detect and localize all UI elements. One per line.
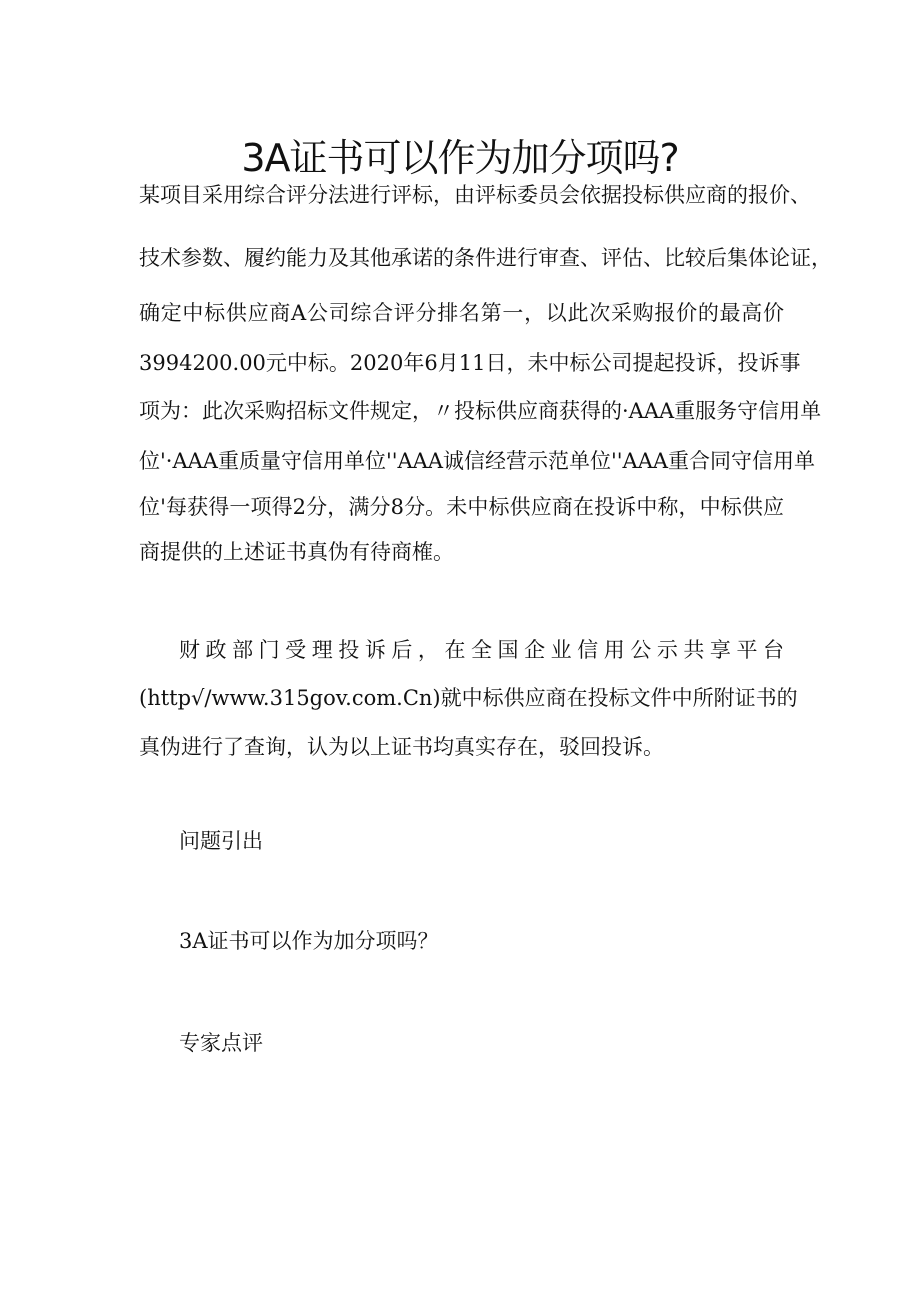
section-heading-review: 专家点评 xyxy=(179,1031,263,1055)
paragraph-line: 确定中标供应商A公司综合评分排名第一，以此次采购报价的最高价 xyxy=(139,301,784,325)
paragraph-line: 项为：此次采购招标文件规定，〃投标供应商获得的·AAA重服务守信用单 xyxy=(139,399,822,423)
paragraph-line: 真伪进行了查询，认为以上证书均真实存在，驳回投诉。 xyxy=(139,735,664,759)
question-text: 3A证书可以作为加分项吗？ xyxy=(179,929,439,953)
paragraph-line: 财政部门受理投诉后，在全国企业信用公示共享平台 xyxy=(179,638,784,662)
paragraph-line: 技术参数、履约能力及其他承诺的条件进行审查、评估、比较后集体论证， xyxy=(139,246,832,270)
paragraph-line: (http√/www.315gov.com.Cn)就中标供应商在投标文件中所附证书的 xyxy=(139,686,798,710)
paragraph-line: 商提供的上述证书真伪有待商榷。 xyxy=(139,540,454,564)
paragraph-line: 3994200.00元中标。2020年6月11日，未中标公司提起投诉，投诉事 xyxy=(139,351,801,375)
document-title: 3A证书可以作为加分项吗? xyxy=(241,136,679,180)
paragraph-line: 位'每获得一项得2分，满分8分。未中标供应商在投诉中称，中标供应 xyxy=(139,495,784,519)
section-heading-question: 问题引出 xyxy=(179,829,263,853)
paragraph-line: 位'·AAA重质量守信用单位''AAA诚信经营示范单位''AAA重合同守信用单 xyxy=(139,449,816,473)
paragraph-line: 某项目采用综合评分法进行评标，由评标委员会依据投标供应商的报价、 xyxy=(139,183,811,207)
